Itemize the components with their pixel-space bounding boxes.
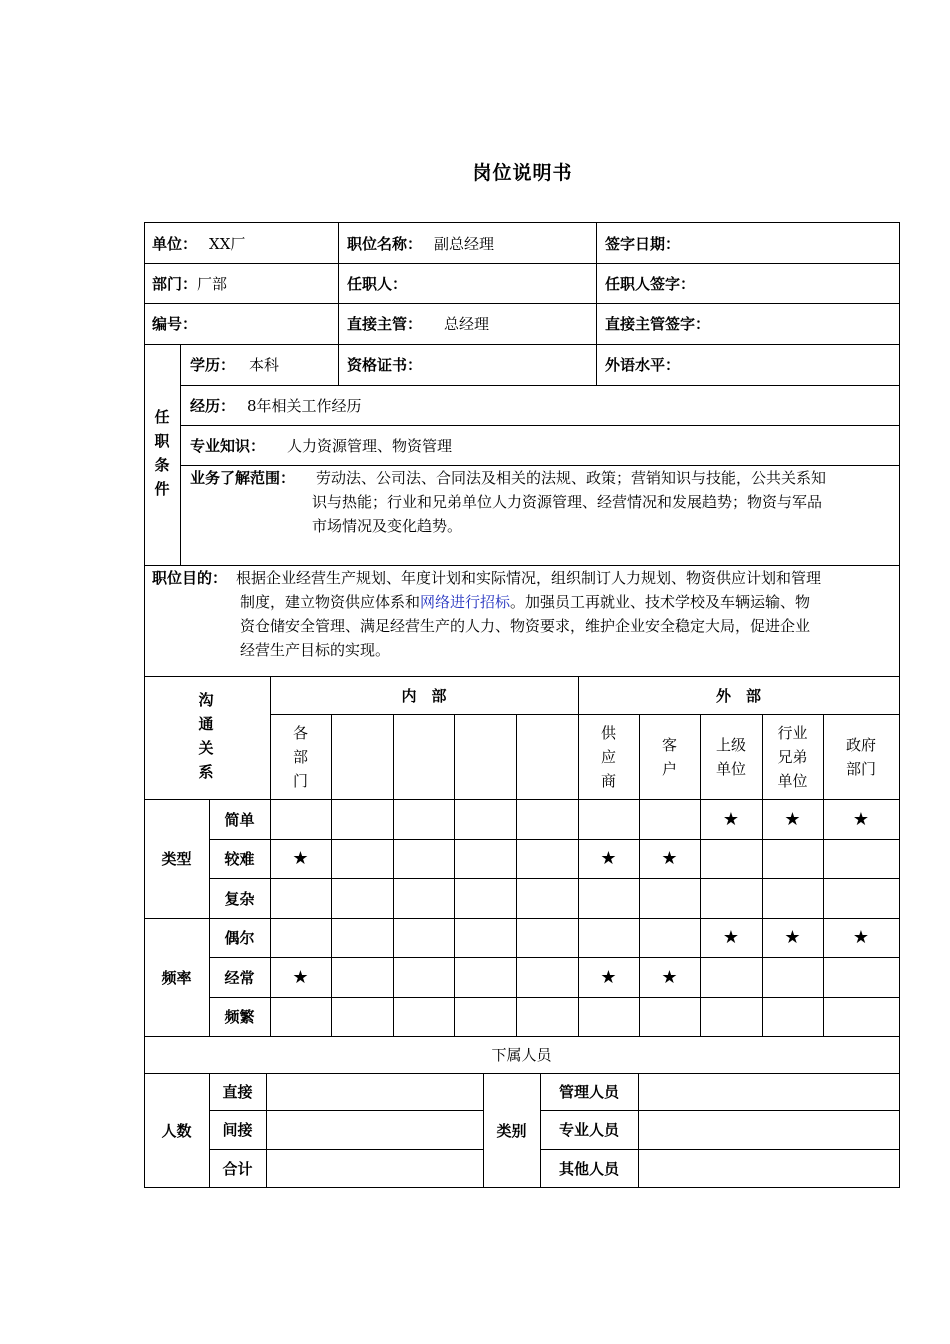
unit-label: 单位： [152, 234, 198, 253]
holder-field [347, 263, 407, 303]
rule [209, 957, 900, 958]
exp-label: 经历： [190, 396, 236, 415]
rule [762, 714, 763, 1037]
holder-sign-field [605, 263, 695, 303]
scope-line: 识与热能；行业和兄弟单位人力资源管理、经营情况和发展趋势；物资与军品 [312, 493, 823, 511]
exp-field [190, 385, 362, 425]
rule [144, 565, 900, 566]
rule [338, 222, 339, 386]
dept-field [152, 263, 227, 303]
rule [209, 1110, 484, 1111]
count-label: 人数 [161, 1121, 192, 1140]
star-mark: ★ [852, 808, 870, 830]
comm-column-header: 各 部 门 [292, 723, 308, 790]
page-title: 岗位说明书 [472, 162, 573, 184]
rule [144, 1073, 900, 1074]
category-row-label: 管理人员 [558, 1083, 619, 1101]
rule [144, 222, 900, 223]
req-char: 件 [154, 480, 170, 498]
comm-column-header: 供 应 商 [600, 723, 616, 790]
requirements-side-label [144, 405, 180, 501]
code-label: 编号： [152, 315, 198, 333]
scope-line: 市场情况及变化趋势。 [312, 517, 463, 535]
comm-side-label [190, 688, 222, 784]
knowledge-label: 专业知识： [190, 436, 266, 455]
rule [540, 1073, 541, 1188]
count-row-label: 直接 [222, 1083, 253, 1101]
rule [700, 714, 701, 1037]
supervisor-value: 总经理 [444, 315, 490, 333]
count-row-label: 合计 [222, 1159, 253, 1178]
comm-column-header: 客 户 [661, 735, 677, 778]
subordinates-header: 下属人员 [491, 1046, 552, 1064]
supervisor-sign-field [605, 303, 710, 344]
star-mark: ★ [600, 966, 617, 988]
cert-label: 资格证书： [347, 356, 423, 374]
rule [578, 676, 579, 1037]
rule [393, 714, 394, 1037]
rule [180, 425, 900, 426]
type-label: 类型 [161, 850, 192, 868]
purpose-label: 职位目的： [152, 569, 228, 587]
code-field [152, 303, 197, 344]
rule [180, 344, 181, 566]
category-label: 类别 [496, 1121, 527, 1140]
position-field [347, 223, 494, 263]
purpose-text-part: 制度，建立物资供应体系和 [240, 593, 421, 611]
purpose-line: 资仓储安全管理、满足经营生产的人力、物资要求，维护企业安全稳定大局，促进企业 [240, 617, 811, 635]
purpose-text [236, 566, 821, 662]
rule [209, 1073, 210, 1188]
rule [540, 1149, 900, 1150]
star-mark: ★ [292, 848, 309, 869]
rule [639, 714, 640, 1037]
exp-value: 8年相关工作经历 [247, 396, 362, 415]
supervisor-label: 直接主管： [347, 315, 423, 333]
rule [180, 385, 900, 386]
holder-sign-label: 任职人签字： [605, 274, 696, 293]
supervisor-sign-label: 直接主管签字： [605, 315, 711, 333]
purpose-line [240, 590, 821, 614]
count-row-label: 间接 [222, 1121, 253, 1139]
req-char: 条 [154, 456, 170, 474]
comm-char: 关 [198, 739, 214, 757]
edu-value: 本科 [249, 356, 280, 374]
lang-field [605, 344, 680, 385]
sign-date-field [605, 223, 680, 263]
comm-row-label: 复杂 [224, 889, 255, 908]
sign-date-label: 签字日期： [605, 234, 681, 253]
comm-char: 通 [198, 715, 214, 733]
rule [899, 222, 900, 1188]
rule [144, 1187, 900, 1188]
star-mark: ★ [784, 808, 801, 830]
category-row-label: 专业人员 [558, 1121, 619, 1139]
comm-column-header [454, 714, 516, 799]
rule [823, 714, 824, 1037]
comm-column-header [331, 714, 393, 799]
rule [144, 303, 900, 304]
rule [209, 878, 900, 879]
comm-row-label: 较难 [224, 850, 255, 868]
star-mark: ★ [722, 927, 740, 948]
rule [209, 839, 900, 840]
rule [180, 465, 900, 466]
comm-column-header: 行业 兄弟 单位 [777, 723, 808, 790]
rule [483, 1073, 484, 1188]
rule [540, 1110, 900, 1111]
scope-line: 劳动法、公司法、合同法及相关的法规、政策；营销知识与技能，公共关系知 [316, 469, 827, 487]
unit-field [152, 223, 245, 263]
comm-column-header: 上级 单位 [715, 735, 746, 778]
purpose-line: 根据企业经营生产规划、年度计划和实际情况，组织制订人力规划、物资供应计划和管理 [236, 569, 822, 587]
knowledge-value: 人力资源管理、物资管理 [287, 436, 453, 455]
star-mark: ★ [852, 927, 870, 948]
freq-label: 频率 [161, 968, 192, 987]
purpose-line: 经营生产目标的实现。 [240, 641, 391, 659]
rule [144, 222, 145, 1188]
comm-column-header: 政府 部门 [845, 735, 876, 778]
knowledge-field [190, 425, 452, 465]
comm-row-label: 经常 [224, 968, 255, 987]
holder-label: 任职人： [347, 274, 408, 293]
star-mark: ★ [784, 927, 801, 948]
scope-label: 业务了解范围： [190, 469, 296, 487]
star-mark: ★ [661, 848, 678, 869]
dept-label: 部门： [152, 274, 198, 293]
rule [209, 997, 900, 998]
supervisor-field [347, 303, 489, 344]
comm-row-label: 简单 [224, 810, 255, 829]
rule [144, 344, 900, 345]
internal-header: 内 部 [401, 687, 447, 705]
position-value: 副总经理 [434, 234, 495, 253]
comm-column-header [516, 714, 578, 799]
rule [596, 222, 597, 386]
purpose-text-part: 。加强员工再就业、技术学校及车辆运输、物 [510, 593, 811, 611]
comm-row-label: 偶尔 [224, 929, 255, 947]
rule [144, 1036, 900, 1037]
req-char: 任 [154, 408, 170, 426]
edu-label: 学历： [190, 356, 236, 374]
position-label: 职位名称： [347, 234, 423, 253]
star-mark: ★ [661, 966, 678, 988]
rule [209, 1149, 484, 1150]
rule [266, 1073, 267, 1188]
rule [516, 714, 517, 1037]
unit-value: XX厂 [209, 234, 246, 253]
rule [270, 676, 271, 1037]
edu-field [190, 344, 279, 385]
rule [638, 1073, 639, 1188]
rule [270, 714, 900, 715]
dept-value: 厂部 [197, 274, 228, 293]
comm-char: 系 [198, 763, 214, 781]
comm-column-header [393, 714, 454, 799]
rule [331, 714, 332, 1037]
rule [144, 918, 900, 919]
external-header: 外 部 [715, 687, 761, 705]
rule [144, 799, 900, 800]
lang-label: 外语水平： [605, 356, 681, 374]
star-mark: ★ [292, 966, 309, 988]
scope-text [312, 466, 827, 538]
star-mark: ★ [722, 808, 740, 830]
rule [144, 263, 900, 264]
star-mark: ★ [600, 848, 617, 869]
bidding-link[interactable]: 网络进行招标 [420, 593, 511, 611]
category-row-label: 其他人员 [558, 1159, 619, 1178]
rule [144, 676, 900, 677]
req-char: 职 [154, 432, 170, 450]
comm-char: 沟 [198, 691, 214, 709]
rule [454, 714, 455, 1037]
cert-field [347, 344, 422, 385]
comm-row-label: 频繁 [224, 1008, 255, 1026]
